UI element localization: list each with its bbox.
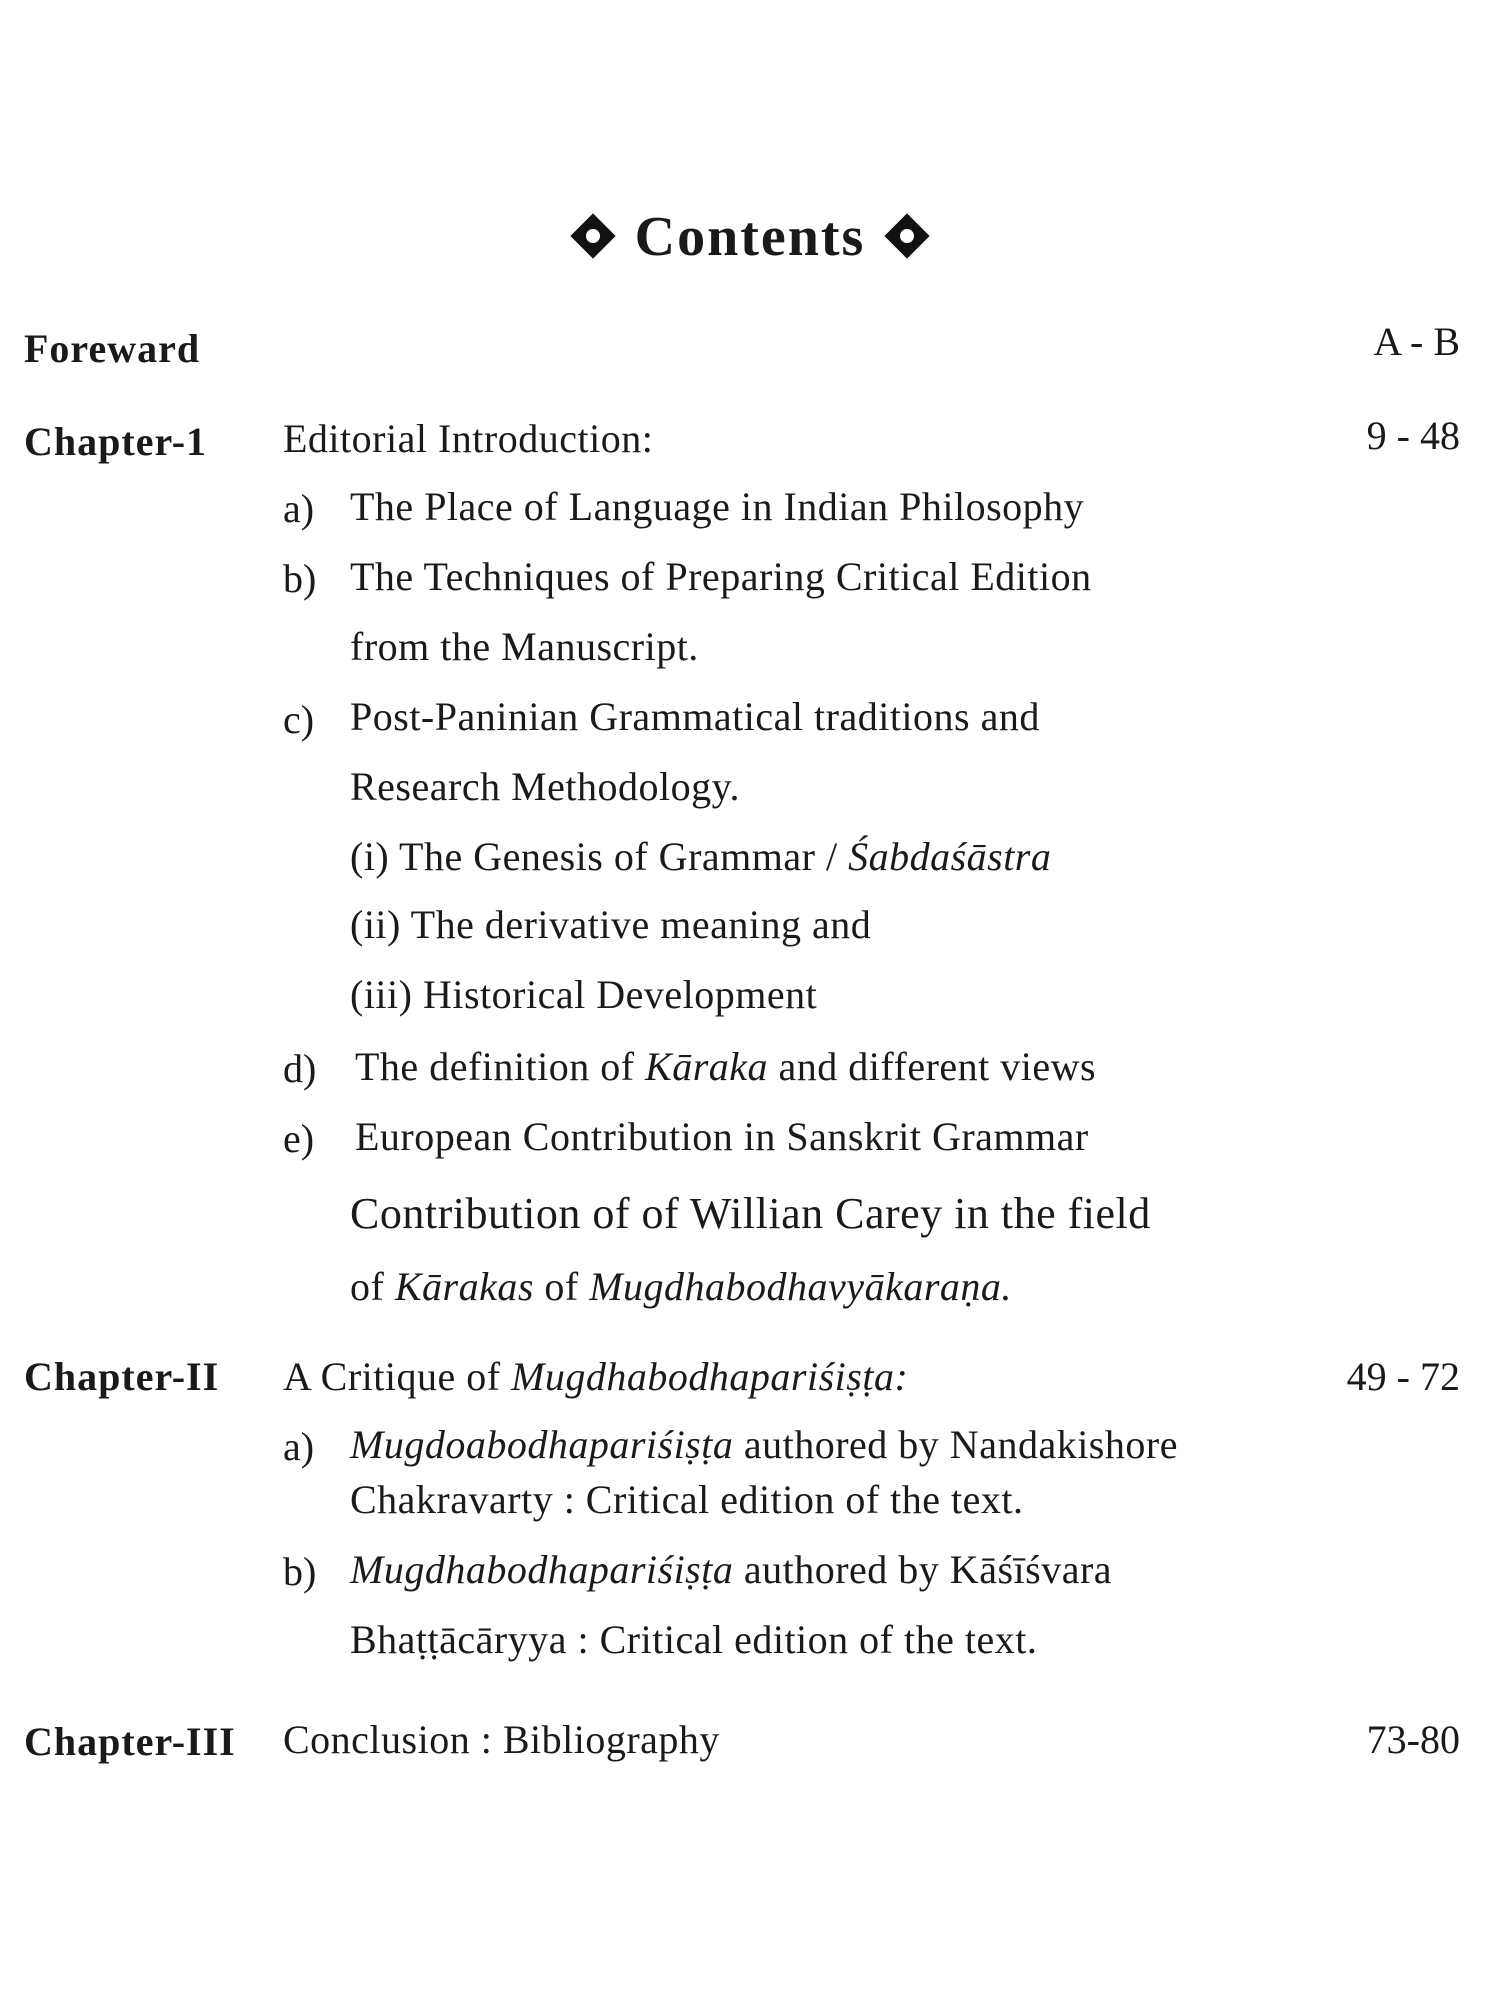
- chapter1-item-c-sub3: (iii) Historical Development: [350, 972, 818, 1017]
- chapter1-item-e-line3: [350, 1263, 1012, 1310]
- chapter1-item-c-sub1: [350, 833, 1051, 880]
- item-marker: e): [283, 1116, 315, 1161]
- e3-italic-term-1: Kārakas: [394, 1264, 534, 1309]
- chapter1-item-e-line2: Contribution of of Willian Carey in the field: [350, 1189, 1151, 1238]
- chapter1-item-e-line1: European Contribution in Sanskrit Grammar: [355, 1114, 1089, 1159]
- d-prefix: The definition of: [355, 1044, 646, 1089]
- chapter2-a-suffix: authored by Nandakishore: [733, 1422, 1178, 1467]
- e3-italic-term-2: Mugdhabodhavyākaraṇa.: [589, 1264, 1012, 1309]
- chapter1-item-b-line2: from the Manuscript.: [350, 624, 699, 669]
- chapter2-pages: 49 - 72: [1346, 1354, 1460, 1399]
- chapter1-item-c-line2: Research Methodology.: [350, 764, 741, 809]
- chapter1-item-c-sub2: (ii) The derivative meaning and: [350, 902, 872, 947]
- item-marker: d): [283, 1046, 317, 1091]
- diamond-ornament-icon: [885, 214, 930, 259]
- page-title: [0, 205, 1500, 269]
- foreward-pages: A - B: [1373, 319, 1460, 364]
- sub1-italic-term: Śabdaśāstra: [848, 834, 1052, 879]
- item-marker: c): [283, 697, 315, 742]
- chapter2-item-a-line1: [350, 1421, 1178, 1468]
- item-marker: b): [283, 556, 317, 601]
- d-suffix: and different views: [768, 1044, 1097, 1089]
- chapter2-title-italic: Mugdhabodhapariśiṣṭa:: [511, 1354, 909, 1399]
- sub1-text: (i) The Genesis of Grammar /: [350, 834, 849, 879]
- chapter2-title-prefix: A Critique of: [283, 1354, 512, 1399]
- e3-prefix: of: [350, 1264, 395, 1309]
- foreward-label: Foreward: [24, 326, 201, 371]
- chapter2-item-b-line1: [350, 1546, 1112, 1593]
- chapter1-item-b-line1: The Techniques of Preparing Critical Edition: [350, 554, 1092, 599]
- chapter3-pages: 73-80: [1366, 1717, 1460, 1762]
- chapter2-b-italic: Mugdhabodhapariśiṣṭa: [350, 1547, 734, 1592]
- chapter2-item-a-line2: Chakravarty : Critical edition of the text.: [350, 1477, 1024, 1522]
- item-marker: a): [283, 486, 315, 531]
- item-marker: a): [283, 1424, 315, 1469]
- e3-mid: of: [533, 1264, 590, 1309]
- chapter2-a-italic: Mugdoabodhapariśiṣṭa: [350, 1422, 734, 1467]
- chapter1-label: Chapter-1: [24, 419, 208, 464]
- d-italic-term: Kāraka: [645, 1044, 769, 1089]
- item-marker: b): [283, 1549, 317, 1594]
- chapter2-title: [283, 1353, 908, 1400]
- chapter1-item-d: [355, 1043, 1096, 1090]
- chapter3-label: Chapter-III: [24, 1719, 236, 1764]
- chapter1-pages: 9 - 48: [1366, 413, 1460, 458]
- chapter2-item-b-line2: Bhaṭṭācāryya : Critical edition of the text.: [350, 1617, 1038, 1662]
- page-title-text: Contents: [634, 206, 866, 268]
- chapter1-title: Editorial Introduction:: [283, 416, 654, 461]
- chapter3-title: Conclusion : Bibliography: [283, 1717, 720, 1762]
- chapter1-item-c-line1: Post-Paninian Grammatical traditions and: [350, 694, 1040, 739]
- chapter2-b-suffix: authored by Kāśīśvara: [733, 1547, 1113, 1592]
- chapter2-label: Chapter-II: [24, 1354, 220, 1399]
- diamond-ornament-icon: [570, 214, 615, 259]
- chapter1-item-a: The Place of Language in Indian Philosophy: [350, 484, 1085, 529]
